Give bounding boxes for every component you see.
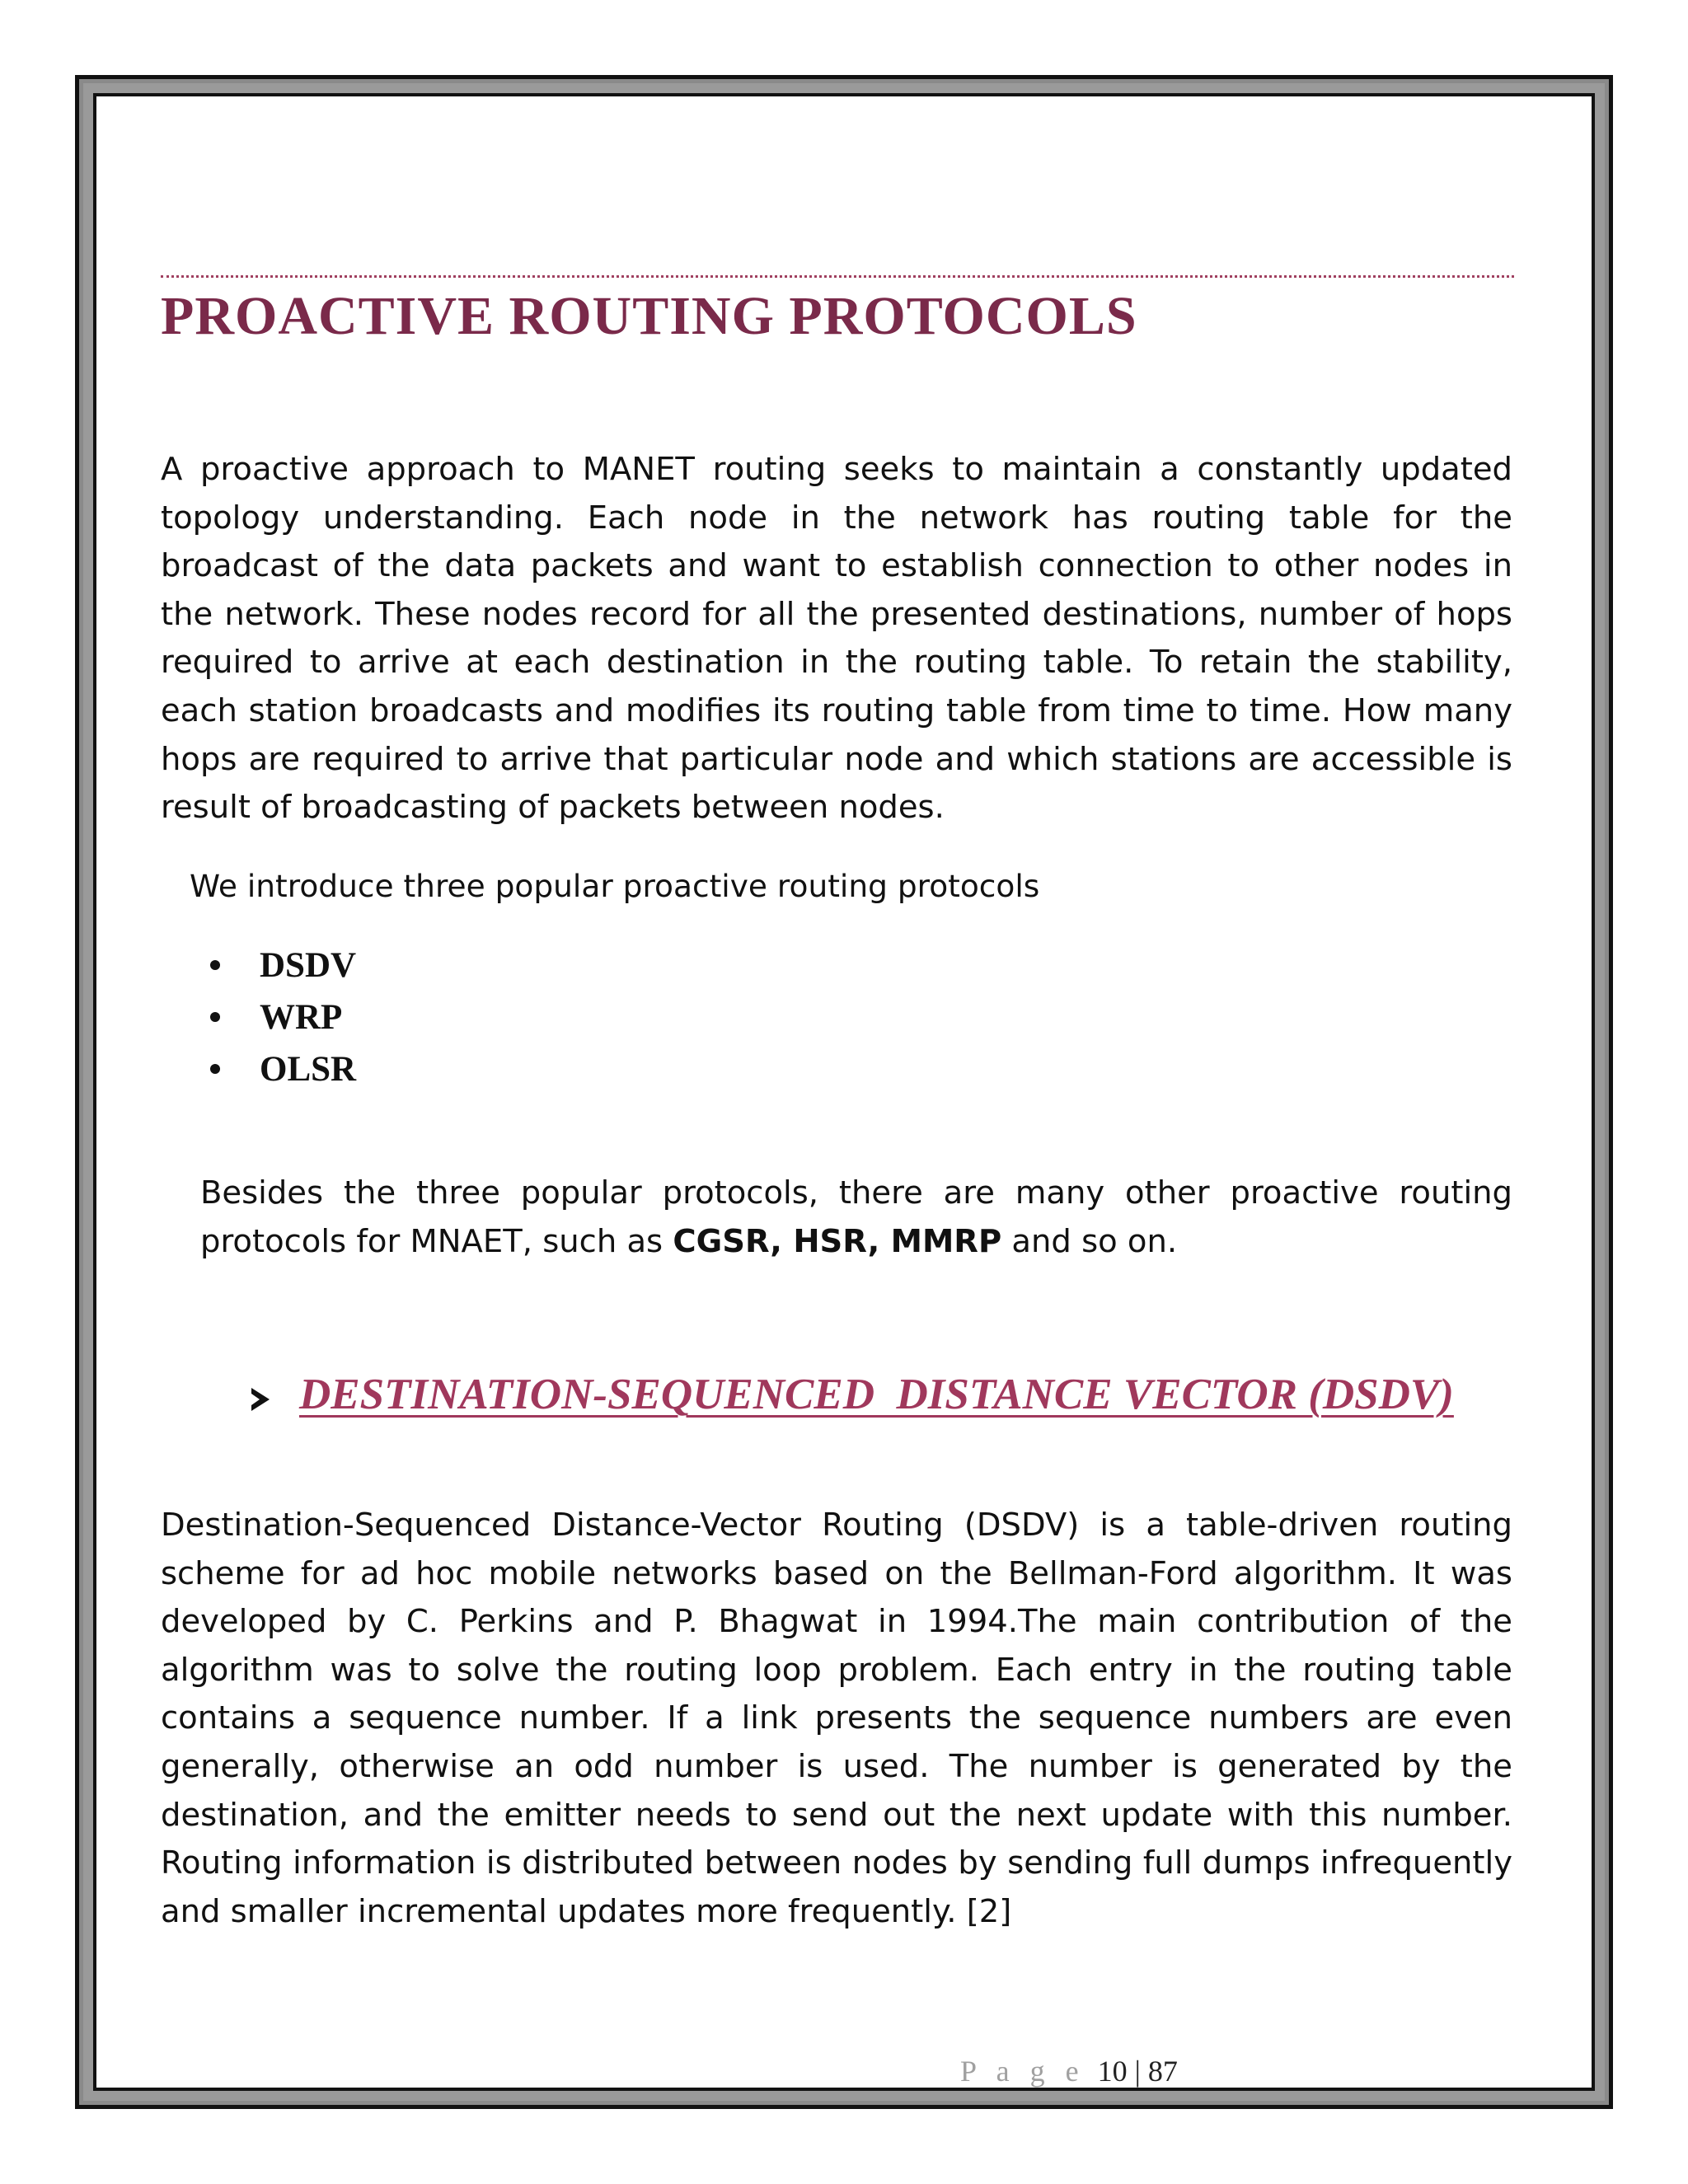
section-heading-text: DESTINATION-SEQUENCED DISTANCE VECTOR (DSDV) [299, 1371, 1454, 1418]
protocol-label: WRP [260, 998, 343, 1037]
heading-rule [161, 275, 1514, 278]
protocol-label: DSDV [260, 946, 357, 985]
footer-page-number: 10 | 87 [1097, 2055, 1178, 2088]
list-item [210, 940, 356, 991]
footer-page-label: P a g e [960, 2055, 1085, 2088]
paragraph-2-bold: CGSR, HSR, MMRP [673, 1222, 1002, 1260]
protocol-list [210, 940, 356, 1095]
intro-line: We introduce three popular proactive routing protocols [190, 868, 1040, 904]
list-item [210, 991, 356, 1043]
section-heading [251, 1370, 1454, 1419]
bullet-icon [210, 1064, 220, 1074]
paragraph-2-prefix: Besides the three popular protocols, there are many other proactive routing protocols for MNAET, such as [200, 1174, 1512, 1260]
page-title: PROACTIVE ROUTING PROTOCOLS [161, 286, 1137, 346]
body-paragraph-1: A proactive approach to MANET routing seeks to maintain a constantly updated topology understanding. Each node in the network has routing table for the broadcast of the data packets and want to establish connection to other nodes in the network. These nodes record for all the presented destinations, number of hops required to arrive at each destination in the routing table. To retain the stability, each station broadcasts and modifies its routing table from time to time. How many hops are required to arrive that particular node and which stations are accessible is result of broadcasting of packets between nodes. [161, 451, 1512, 827]
body-paragraph-3: Destination-Sequenced Distance-Vector Routing (DSDV) is a table-driven routing scheme for ad hoc mobile networks based on the Bellman-Ford algorithm. It was developed by C. Perkins and P. Bhagwat in 1994.The main contribution of the algorithm was to solve the routing loop problem. Each entry in the routing table contains a sequence number. If a link presents the sequence numbers are even generally, otherwise an odd number is used. The number is generated by the destination, and the emitter needs to send out the next update with this number. Routing information is distributed between nodes by sending full dumps infrequently and smaller incremental updates more frequently. [2] [161, 1507, 1512, 1930]
bullet-icon [210, 1012, 220, 1022]
body-paragraph-2 [200, 1169, 1512, 1266]
bullet-icon [210, 960, 220, 970]
protocol-label: OLSR [260, 1050, 357, 1089]
paragraph-2-suffix: and so on. [1001, 1222, 1178, 1260]
arrow-bullet-icon [251, 1388, 270, 1411]
page-footer [960, 2054, 1178, 2088]
list-item [210, 1043, 356, 1095]
